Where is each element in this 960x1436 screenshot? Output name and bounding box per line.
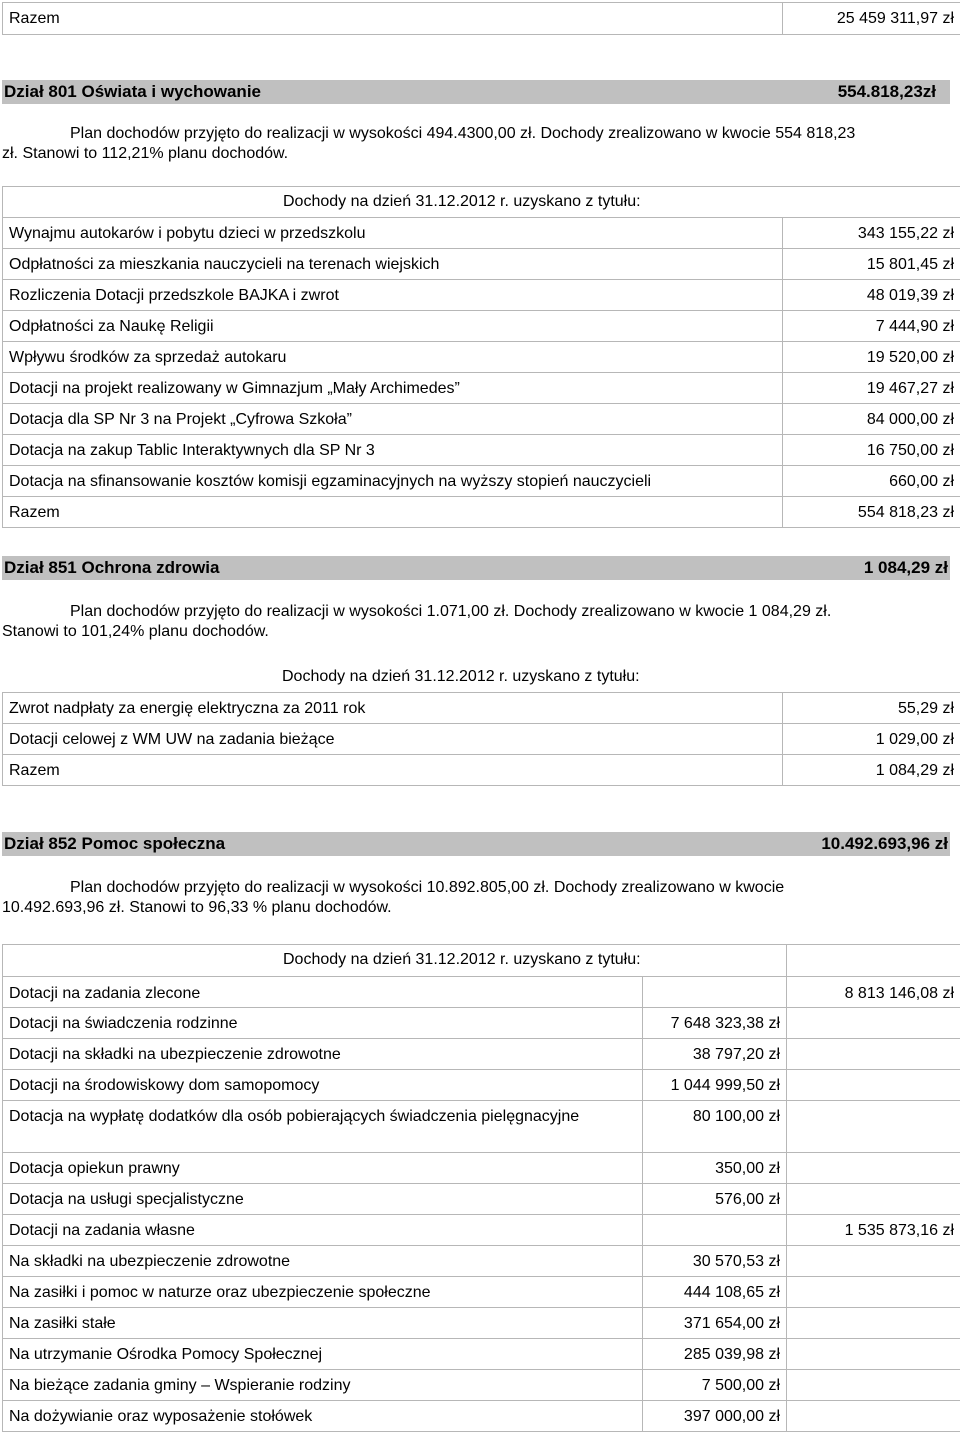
section-852-header bbox=[2, 832, 950, 856]
table-row bbox=[3, 342, 960, 373]
dochody-header: Dochody na dzień 31.12.2012 r. uzyskano z tytułu: bbox=[282, 668, 640, 685]
row-value: 48 019,39 zł bbox=[783, 280, 960, 311]
top-summary-table bbox=[2, 2, 960, 35]
table-row bbox=[3, 1008, 960, 1039]
section-851-plan bbox=[2, 602, 952, 642]
table-row bbox=[3, 1277, 960, 1308]
row-value: 1 029,00 zł bbox=[783, 724, 960, 755]
row-sub-value: 285 039,98 zł bbox=[643, 1339, 787, 1370]
table-row bbox=[3, 218, 960, 249]
plan-text-line2: zł. Stanowi to 112,21% planu dochodów. bbox=[2, 145, 289, 162]
row-value: 55,29 zł bbox=[783, 693, 960, 724]
table-row bbox=[3, 1184, 960, 1215]
row-sub-value: 576,00 zł bbox=[643, 1184, 787, 1215]
row-total-value bbox=[787, 1153, 960, 1184]
table-row bbox=[3, 1339, 960, 1370]
table-row bbox=[3, 497, 960, 528]
row-label: Dotacji na świadczenia rodzinne bbox=[3, 1008, 643, 1039]
dochody-header: Dochody na dzień 31.12.2012 r. uzyskano z tytułu: bbox=[3, 945, 787, 977]
table-row bbox=[3, 1039, 960, 1070]
row-label: Na dożywianie oraz wyposażenie stołówek bbox=[3, 1401, 643, 1432]
row-label: Na zasiłki stałe bbox=[3, 1308, 643, 1339]
row-sub-value: 7 500,00 zł bbox=[643, 1370, 787, 1401]
row-value: 84 000,00 zł bbox=[783, 404, 960, 435]
table-row bbox=[3, 280, 960, 311]
section-801-header bbox=[2, 80, 950, 104]
row-label: Wpływu środków za sprzedaż autokaru bbox=[3, 342, 783, 373]
row-label: Na zasiłki i pomoc w naturze oraz ubezpieczenie społeczne bbox=[3, 1277, 643, 1308]
table-row bbox=[3, 373, 960, 404]
plan-text-line1: Plan dochodów przyjęto do realizacji w wysokości 10.892.805,00 zł. Dochody zrealizowano w kwocie bbox=[70, 879, 785, 896]
row-value: 7 444,90 zł bbox=[783, 311, 960, 342]
empty-cell bbox=[787, 945, 960, 977]
row-total-value: 8 813 146,08 zł bbox=[787, 977, 960, 1008]
section-amount: 10.492.693,96 zł bbox=[821, 834, 948, 853]
table-row bbox=[3, 1153, 960, 1184]
dochody-header-row bbox=[3, 945, 960, 977]
table-row bbox=[3, 1101, 960, 1153]
row-label: Dotacja na zakup Tablic Interaktywnych dla SP Nr 3 bbox=[3, 435, 783, 466]
row-total-value bbox=[787, 1039, 960, 1070]
row-label: Na bieżące zadania gminy – Wspieranie rodziny bbox=[3, 1370, 643, 1401]
table-row bbox=[3, 1070, 960, 1101]
section-852-plan bbox=[2, 878, 952, 918]
section-801-plan bbox=[2, 124, 952, 164]
section-851-dochody-header bbox=[0, 667, 960, 687]
table-row bbox=[3, 466, 960, 497]
row-total-value bbox=[787, 1070, 960, 1101]
table-row bbox=[3, 311, 960, 342]
table-row bbox=[3, 1401, 960, 1432]
row-label: Odpłatności za mieszkania nauczycieli na terenach wiejskich bbox=[3, 249, 783, 280]
row-value: 19 467,27 zł bbox=[783, 373, 960, 404]
section-851-header bbox=[2, 556, 950, 580]
section-title: Dział 851 Ochrona zdrowia bbox=[4, 558, 220, 577]
dochody-header: Dochody na dzień 31.12.2012 r. uzyskano z tytułu: bbox=[3, 187, 960, 218]
plan-text-line1: Plan dochodów przyjęto do realizacji w wysokości 494.4300,00 zł. Dochody zrealizowano w kwocie 554 818,23 bbox=[70, 125, 856, 142]
row-sub-value: 30 570,53 zł bbox=[643, 1246, 787, 1277]
plan-text-line1: Plan dochodów przyjęto do realizacji w wysokości 1.071,00 zł. Dochody zrealizowano w kwocie 1 084,29 zł. bbox=[70, 603, 832, 620]
row-total-value bbox=[787, 1008, 960, 1039]
row-label: Odpłatności za Naukę Religii bbox=[3, 311, 783, 342]
row-label: Dotacji na składki na ubezpieczenie zdrowotne bbox=[3, 1039, 643, 1070]
row-label: Na składki na ubezpieczenie zdrowotne bbox=[3, 1246, 643, 1277]
table-row bbox=[3, 724, 960, 755]
row-value: 25 459 311,97 zł bbox=[783, 3, 960, 35]
table-row bbox=[3, 755, 960, 786]
row-value: 343 155,22 zł bbox=[783, 218, 960, 249]
table-row bbox=[3, 3, 960, 35]
row-value: 660,00 zł bbox=[783, 466, 960, 497]
table-row bbox=[3, 404, 960, 435]
row-label: Razem bbox=[3, 3, 783, 35]
table-row bbox=[3, 977, 960, 1008]
row-label: Rozliczenia Dotacji przedszkole BAJKA i zwrot bbox=[3, 280, 783, 311]
table-row bbox=[3, 1246, 960, 1277]
section-852-table bbox=[2, 944, 960, 1432]
row-total-value bbox=[787, 1101, 960, 1153]
table-row bbox=[3, 1370, 960, 1401]
table-row bbox=[3, 1308, 960, 1339]
row-sub-value: 444 108,65 zł bbox=[643, 1277, 787, 1308]
row-sub-value: 350,00 zł bbox=[643, 1153, 787, 1184]
section-851-table bbox=[2, 692, 960, 786]
row-label: Dotacji na środowiskowy dom samopomocy bbox=[3, 1070, 643, 1101]
row-total-value bbox=[787, 1184, 960, 1215]
row-label: Razem bbox=[3, 497, 783, 528]
row-sub-value bbox=[643, 977, 787, 1008]
row-sub-value bbox=[643, 1215, 787, 1246]
row-sub-value: 371 654,00 zł bbox=[643, 1308, 787, 1339]
table-row bbox=[3, 1215, 960, 1246]
section-title: Dział 801 Oświata i wychowanie bbox=[4, 82, 261, 101]
row-sub-value: 7 648 323,38 zł bbox=[643, 1008, 787, 1039]
row-total-value bbox=[787, 1401, 960, 1432]
row-total-value bbox=[787, 1277, 960, 1308]
table-row bbox=[3, 435, 960, 466]
row-label: Wynajmu autokarów i pobytu dzieci w przedszkolu bbox=[3, 218, 783, 249]
row-total-value bbox=[787, 1339, 960, 1370]
section-title: Dział 852 Pomoc społeczna bbox=[4, 834, 226, 853]
table-row bbox=[3, 693, 960, 724]
row-value: 15 801,45 zł bbox=[783, 249, 960, 280]
row-label: Dotacja opiekun prawny bbox=[3, 1153, 643, 1184]
row-total-value: 1 535 873,16 zł bbox=[787, 1215, 960, 1246]
row-label: Razem bbox=[3, 755, 783, 786]
row-value: 16 750,00 zł bbox=[783, 435, 960, 466]
row-sub-value: 1 044 999,50 zł bbox=[643, 1070, 787, 1101]
row-sub-value: 397 000,00 zł bbox=[643, 1401, 787, 1432]
row-sub-value: 80 100,00 zł bbox=[643, 1101, 787, 1153]
row-total-value bbox=[787, 1370, 960, 1401]
row-label: Dotacji na zadania własne bbox=[3, 1215, 643, 1246]
row-label: Dotacja dla SP Nr 3 na Projekt „Cyfrowa Szkoła” bbox=[3, 404, 783, 435]
row-value: 554 818,23 zł bbox=[783, 497, 960, 528]
row-total-value bbox=[787, 1308, 960, 1339]
row-value: 19 520,00 zł bbox=[783, 342, 960, 373]
row-label: Dotacji na projekt realizowany w Gimnazjum „Mały Archimedes” bbox=[3, 373, 783, 404]
dochody-header-row bbox=[3, 187, 960, 218]
section-amount: 554.818,23zł bbox=[837, 82, 936, 101]
plan-text-line2: Stanowi to 101,24% planu dochodów. bbox=[2, 623, 269, 640]
row-label: Dotacja na wypłatę dodatków dla osób pobierających świadczenia pielęgnacyjne bbox=[3, 1101, 643, 1153]
plan-text-line2: 10.492.693,96 zł. Stanowi to 96,33 % planu dochodów. bbox=[2, 899, 392, 916]
section-amount: 1 084,29 zł bbox=[863, 558, 948, 577]
row-label: Dotacji celowej z WM UW na zadania bieżące bbox=[3, 724, 783, 755]
row-label: Na utrzymanie Ośrodka Pomocy Społecznej bbox=[3, 1339, 643, 1370]
row-label: Dotacja na usługi specjalistyczne bbox=[3, 1184, 643, 1215]
row-total-value bbox=[787, 1246, 960, 1277]
row-label: Zwrot nadpłaty za energię elektryczna za 2011 rok bbox=[3, 693, 783, 724]
row-label: Dotacji na zadania zlecone bbox=[3, 977, 643, 1008]
section-801-table bbox=[2, 186, 960, 528]
table-row bbox=[3, 249, 960, 280]
row-sub-value: 38 797,20 zł bbox=[643, 1039, 787, 1070]
row-label: Dotacja na sfinansowanie kosztów komisji egzaminacyjnych na wyższy stopień nauczycieli bbox=[3, 466, 783, 497]
row-value: 1 084,29 zł bbox=[783, 755, 960, 786]
